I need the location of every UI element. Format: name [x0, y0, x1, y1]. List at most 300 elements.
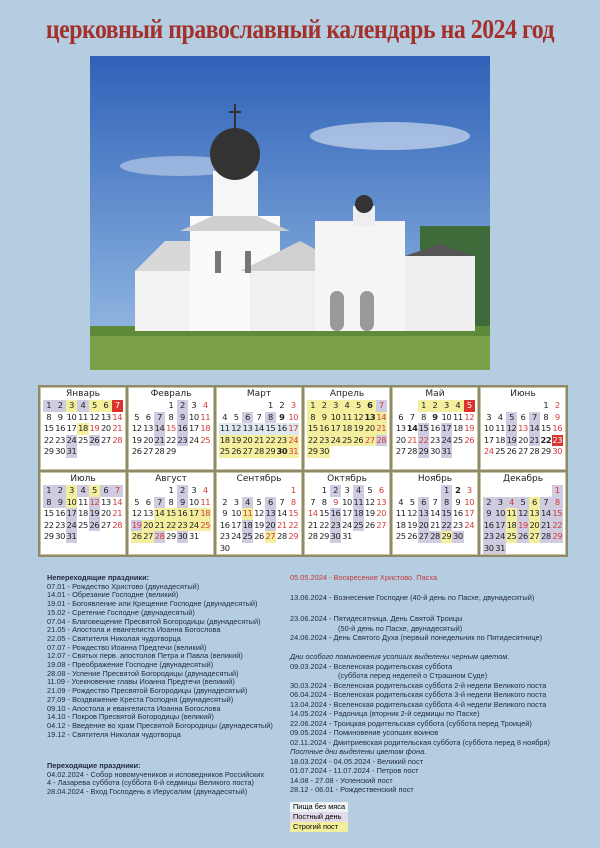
day-cell: 19: [518, 519, 528, 530]
month-name: Ноябрь: [417, 474, 453, 484]
day-cell: 29: [540, 446, 551, 456]
day-cell: 13: [518, 423, 528, 433]
month-name: Февраль: [150, 389, 192, 399]
day-cell: 3: [466, 485, 472, 495]
day-cell: 27: [418, 531, 429, 541]
day-cell: 18: [353, 508, 364, 518]
day-cell: 10: [342, 496, 352, 507]
day-cell: 28: [430, 531, 440, 541]
day-cell: 6: [364, 400, 375, 412]
month-7: [40, 472, 126, 555]
day-cell: 30: [276, 446, 288, 456]
legend-strict-fast: Строгий пост: [290, 822, 348, 832]
day-cell: 10: [464, 496, 475, 507]
day-cell: 21: [154, 434, 165, 445]
day-cell: 16: [552, 423, 563, 433]
list-item: 09.03.2024 - Вселенская родительская суббота: [290, 661, 453, 671]
day-cell: 28: [407, 446, 418, 456]
day-cell: 21: [376, 423, 387, 433]
day-cell: 24: [66, 519, 77, 530]
day-cell: 29: [552, 531, 563, 541]
day-cell: 7: [154, 497, 165, 509]
day-cell: 1: [290, 485, 296, 495]
day-cell: 27: [100, 519, 111, 530]
day-cell: 16: [452, 508, 463, 518]
day-cell: 6: [398, 411, 404, 422]
day-cell: 26: [407, 531, 418, 541]
day-cell: 5: [517, 497, 528, 509]
day-cell: 30: [483, 542, 494, 553]
day-cell: 14: [112, 411, 123, 422]
empty-cell: [242, 485, 253, 497]
day-cell: 2: [318, 400, 329, 412]
list-item: 28.08 - Успение Пресвятой Богородицы (двунадесятый): [47, 668, 239, 678]
empty-cell: [506, 400, 517, 412]
day-cell: 28: [254, 446, 264, 456]
day-cell: 25: [353, 519, 364, 530]
day-cell: 8: [321, 496, 327, 507]
list-item: 22.05 - Святителя Николая чудотворца: [47, 633, 181, 643]
day-cell: 12: [254, 508, 264, 518]
day-cell: 18: [495, 434, 506, 445]
moving-holidays-list: [47, 771, 264, 797]
empty-cell: [276, 485, 287, 497]
list-item: 04.12 - Введение во храм Пресвятой Богородицы (двунадесятый): [47, 720, 273, 730]
empty-cell: [242, 400, 253, 412]
day-cell: 22: [307, 434, 318, 445]
day-cell: 27: [100, 434, 111, 445]
day-cell: 25: [242, 531, 253, 541]
day-cell: 24: [288, 434, 299, 445]
day-cell: 7: [279, 496, 285, 507]
memorial-note: Дни особого поминовения усопших выделены черным цветом.: [290, 652, 510, 661]
day-cell: 1: [552, 485, 563, 497]
day-cell: 9: [333, 496, 338, 507]
month-name: Октябрь: [327, 474, 367, 484]
day-cell: 26: [364, 519, 375, 530]
day-cell: 6: [520, 411, 526, 422]
list-item: 21.05 - Апостола и евангелиста Иоанна Богослова: [47, 625, 221, 635]
day-cell: 4: [452, 400, 463, 412]
empty-cell: [494, 400, 505, 412]
day-cell: 22: [288, 519, 299, 530]
day-cell: 18: [78, 423, 88, 433]
day-cell: 27: [364, 434, 375, 445]
day-cell: 16: [430, 423, 440, 433]
empty-cell: [517, 400, 528, 412]
day-cell: 10: [288, 411, 299, 422]
day-cell: 17: [188, 508, 199, 518]
day-cell: 31: [66, 446, 77, 456]
day-cell: 22: [441, 519, 452, 530]
day-cell: 14: [112, 496, 123, 507]
month-days: [395, 400, 475, 458]
day-cell: 12: [364, 496, 375, 507]
day-cell: 15: [307, 423, 318, 433]
day-cell: 30: [430, 446, 440, 456]
day-cell: 20: [376, 508, 387, 518]
month-days: [219, 400, 299, 458]
day-cell: 28: [112, 434, 123, 445]
day-cell: 8: [441, 497, 452, 509]
day-cell: 19: [464, 423, 475, 433]
day-cell: 9: [57, 411, 63, 422]
day-cell: 25: [342, 434, 352, 445]
day-cell: 19: [131, 434, 142, 445]
day-cell: 15: [43, 508, 54, 518]
day-cell: 29: [265, 446, 276, 456]
day-cell: 23: [55, 519, 66, 530]
day-cell: 9: [222, 508, 228, 518]
day-cell: 15: [552, 508, 563, 518]
day-cell: 17: [342, 508, 352, 518]
day-cell: 14: [154, 423, 165, 433]
day-cell: 25: [452, 434, 463, 445]
day-cell: 16: [219, 519, 230, 530]
list-item: 07.07 - Рождество Иоанна Предтечи (великий): [47, 642, 207, 652]
day-cell: 17: [441, 423, 452, 433]
day-cell: 26: [89, 434, 100, 445]
empty-cell: [219, 400, 230, 412]
day-cell: 21: [407, 434, 418, 445]
day-cell: 20: [100, 423, 111, 433]
day-cell: 27: [242, 446, 253, 456]
empty-cell: [219, 485, 230, 497]
list-item: 14.05.2024 - Радоница (вторник 2-й седмицы по Пасхе): [290, 709, 480, 718]
day-cell: 15: [319, 508, 330, 518]
memorial-list: [290, 662, 550, 748]
day-cell: 26: [231, 446, 242, 456]
day-cell: 18: [452, 423, 463, 433]
day-cell: 3: [66, 485, 77, 497]
day-cell: 6: [529, 497, 540, 509]
day-cell: 30: [55, 531, 66, 541]
fast-note: Постные дни выделены цветом фона.: [290, 747, 427, 756]
day-cell: 30: [330, 531, 341, 541]
month-name: Сентябрь: [236, 474, 282, 484]
day-cell: 14: [540, 508, 551, 518]
empty-cell: [265, 485, 276, 497]
day-cell: 12: [131, 508, 142, 518]
day-cell: 8: [543, 411, 549, 422]
day-cell: 16: [319, 423, 330, 433]
day-cell: 4: [497, 411, 503, 422]
day-cell: 30: [552, 446, 563, 456]
day-cell: 9: [483, 508, 494, 520]
day-cell: 19: [131, 519, 142, 530]
day-cell: 5: [89, 485, 100, 497]
day-cell: 25: [78, 519, 88, 530]
month-days: [131, 485, 211, 543]
day-cell: 20: [529, 519, 540, 530]
list-item: 14.01 - Обрезание Господне (великий): [47, 590, 179, 600]
day-cell: 13: [143, 508, 154, 518]
day-cell: 2: [279, 400, 285, 410]
day-cell: 7: [112, 485, 123, 497]
day-cell: 27: [518, 446, 528, 456]
day-cell: 16: [177, 508, 188, 518]
list-item: 30.03.2024 - Вселенская родительская суббота 2-й недели Великого поста: [290, 680, 547, 690]
day-cell: 23: [276, 434, 287, 445]
empty-cell: [406, 400, 417, 412]
empty-cell: [230, 485, 241, 497]
day-cell: 6: [418, 497, 429, 509]
day-cell: 23: [177, 434, 188, 445]
day-cell: 7: [376, 400, 387, 412]
empty-cell: [253, 400, 264, 412]
day-cell: 7: [529, 412, 540, 424]
day-cell: 28: [154, 531, 165, 541]
empty-cell: [253, 485, 264, 497]
day-cell: 24: [231, 531, 242, 541]
day-cell: 25: [219, 446, 230, 456]
day-cell: 6: [242, 412, 253, 424]
day-cell: 29: [43, 531, 54, 541]
legend-fast-day: Постный день: [290, 812, 348, 822]
day-cell: 3: [494, 497, 505, 509]
day-cell: 30: [319, 446, 330, 456]
day-cell: 16: [177, 423, 188, 433]
day-cell: 11: [242, 508, 253, 518]
day-cell: 14: [254, 423, 264, 433]
day-cell: 24: [441, 434, 452, 445]
empty-cell: [494, 485, 505, 497]
list-item: 09.05.2024 - Поминовение усопших воинов: [290, 728, 439, 737]
day-cell: 14: [276, 508, 287, 518]
day-cell: 26: [131, 531, 142, 541]
day-cell: 3: [486, 411, 492, 422]
day-cell: 23: [319, 434, 330, 445]
day-cell: 16: [276, 423, 287, 433]
month-8: [128, 472, 214, 555]
day-cell: 4: [353, 485, 364, 497]
day-cell: 23: [219, 531, 230, 541]
day-cell: 13: [265, 508, 276, 518]
day-cell: 2: [455, 485, 461, 495]
day-cell: 9: [554, 411, 560, 422]
day-cell: 29: [307, 446, 318, 456]
day-cell: 4: [77, 400, 88, 412]
day-cell: 22: [418, 434, 429, 445]
day-cell: 29: [441, 531, 452, 541]
day-cell: 8: [421, 411, 426, 422]
list-item: 07.01 - Рождество Христово (двунадесятый): [47, 581, 200, 591]
day-cell: 2: [483, 497, 494, 509]
day-cell: 9: [177, 412, 188, 424]
month-days: [395, 485, 475, 543]
day-cell: 31: [495, 542, 506, 553]
day-cell: 17: [231, 519, 242, 530]
day-cell: 14: [154, 508, 165, 518]
day-cell: 10: [483, 423, 494, 433]
list-item: 27.09 - Воздвижение Креста Господня (двунадесятый): [47, 694, 234, 704]
memorial-days: [290, 652, 550, 795]
month-name: Август: [155, 474, 187, 484]
list-item: 19.12 - Святителя Николая чудотворца: [47, 729, 181, 739]
day-cell: 14: [376, 411, 387, 422]
day-cell: 5: [464, 400, 475, 412]
day-cell: 5: [506, 412, 517, 424]
list-item: 09.10 - Апостола и евангелиста Иоанна Богослова: [47, 703, 221, 713]
list-item: 13.04.2024 - Вселенская родительская суббота 4-й недели Великого поста: [290, 699, 547, 709]
month-2: [128, 387, 214, 470]
day-cell: 15: [418, 423, 429, 433]
day-cell: 31: [441, 446, 452, 456]
day-cell: 4: [222, 411, 228, 422]
month-days: [43, 400, 123, 458]
day-cell: 18: [200, 423, 211, 433]
moving-holidays: [47, 762, 264, 797]
day-cell: 7: [154, 412, 165, 424]
day-cell: 21: [307, 519, 318, 530]
day-cell: 9: [54, 497, 65, 509]
month-5: [392, 387, 478, 470]
empty-cell: [142, 485, 153, 497]
day-cell: 1: [418, 400, 429, 412]
day-cell: 5: [233, 411, 239, 422]
day-cell: 16: [55, 423, 66, 433]
day-cell: 6: [100, 400, 111, 412]
day-cell: 1: [43, 400, 54, 412]
day-cell: 24: [483, 446, 494, 456]
great-feasts: [290, 573, 542, 643]
day-cell: 30: [177, 531, 188, 541]
day-cell: 9: [455, 496, 461, 507]
day-cell: 28: [112, 519, 123, 530]
day-cell: 29: [43, 446, 54, 456]
day-cell: 1: [307, 400, 318, 412]
day-cell: 3: [344, 485, 350, 495]
day-cell: 11: [452, 411, 463, 422]
day-cell: 5: [256, 496, 262, 507]
month-days: [307, 485, 387, 543]
day-cell: 26: [464, 434, 475, 445]
day-cell: 26: [89, 519, 100, 530]
day-cell: 3: [66, 400, 77, 412]
day-cell: 8: [43, 497, 54, 509]
list-item: 28.04.2024 - Вход Господень в Иерусалим (двунадесятый): [47, 787, 248, 797]
day-cell: 18: [395, 519, 406, 530]
day-cell: 27: [395, 446, 406, 456]
day-cell: 10: [231, 508, 242, 518]
church-photo: [90, 56, 490, 370]
day-cell: 17: [188, 423, 199, 433]
empty-cell: [529, 485, 540, 497]
day-cell: 1: [168, 485, 174, 495]
month-4: [304, 387, 390, 470]
easter-line: 05.05.2024 - Воскресение Христово. Пасха: [290, 573, 438, 582]
day-cell: 23: [452, 519, 463, 530]
day-cell: 3: [441, 400, 452, 412]
day-cell: 13: [143, 423, 154, 433]
month-days: [131, 400, 211, 458]
month-10: [304, 472, 390, 555]
day-cell: 8: [552, 497, 563, 509]
month-days: [307, 400, 387, 458]
day-cell: 15: [166, 508, 176, 518]
day-cell: 1: [267, 400, 273, 410]
day-cell: 16: [55, 508, 66, 518]
day-cell: 7: [112, 400, 123, 412]
day-cell: 28: [154, 446, 165, 456]
day-cell: 12: [518, 508, 528, 518]
day-cell: 12: [353, 411, 364, 422]
empty-cell: [395, 485, 406, 497]
day-cell: 19: [506, 434, 517, 445]
empty-cell: [529, 400, 540, 412]
day-cell: 6: [145, 411, 151, 422]
day-cell: 24: [495, 531, 506, 541]
day-cell: 11: [219, 423, 230, 433]
day-cell: 13: [395, 423, 406, 433]
day-cell: 28: [540, 531, 551, 541]
empty-cell: [131, 400, 142, 412]
empty-cell: [395, 400, 406, 412]
day-cell: 27: [265, 531, 276, 541]
day-cell: 22: [43, 434, 54, 445]
day-cell: 8: [168, 411, 174, 422]
day-cell: 8: [265, 412, 276, 424]
moving-holidays-heading: Переходящие праздники:: [47, 761, 141, 770]
day-cell: 10: [188, 496, 199, 507]
day-cell: 7: [256, 411, 262, 422]
day-cell: 26: [131, 446, 142, 456]
day-cell: 10: [66, 496, 77, 507]
month-3: [216, 387, 302, 470]
list-item: 07.04 - Благовещение Пресвятой Богородицы (двунадесятый): [47, 616, 261, 626]
empty-cell: [506, 485, 517, 497]
day-cell: 31: [188, 531, 199, 541]
day-cell: 11: [353, 496, 364, 507]
day-cell: 29: [166, 446, 176, 456]
day-cell: 3: [191, 400, 197, 410]
day-cell: 24: [330, 434, 341, 445]
list-item: 04.02.2024 - Собор новомучеников и исповедников Российских: [47, 769, 265, 779]
day-cell: 17: [495, 519, 506, 530]
day-cell: 7: [540, 497, 551, 509]
list-item: 12.07 - Святых перв. апостолов Петра и Павла (великий): [47, 651, 243, 661]
month-days: [483, 485, 563, 554]
day-cell: 31: [342, 531, 352, 541]
day-cell: 8: [46, 411, 52, 422]
day-cell: 22: [166, 434, 176, 445]
month-days: [219, 485, 299, 554]
day-cell: 2: [554, 400, 560, 410]
day-cell: 22: [319, 519, 330, 530]
day-cell: 25: [395, 531, 406, 541]
fast-list: [290, 757, 550, 795]
day-cell: 2: [177, 400, 188, 412]
day-cell: 20: [265, 519, 276, 530]
day-cell: 19: [407, 519, 418, 530]
day-cell: 15: [288, 508, 299, 518]
list-item: 21.09 - Рождество Пресвятой Богородицы (двунадесятый): [47, 686, 248, 696]
day-cell: 2: [54, 400, 65, 412]
empty-cell: [131, 485, 142, 497]
day-cell: 17: [288, 423, 299, 433]
day-cell: 13: [100, 496, 111, 507]
day-cell: 26: [353, 434, 364, 445]
day-cell: 5: [409, 496, 415, 507]
day-cell: 17: [483, 434, 494, 445]
month-name: Январь: [66, 389, 100, 399]
day-cell: 5: [367, 485, 373, 495]
day-cell: 27: [529, 531, 540, 541]
day-cell: 19: [231, 434, 242, 445]
day-cell: 19: [364, 508, 375, 518]
day-cell: 19: [254, 519, 264, 530]
day-cell: 18: [219, 434, 230, 445]
